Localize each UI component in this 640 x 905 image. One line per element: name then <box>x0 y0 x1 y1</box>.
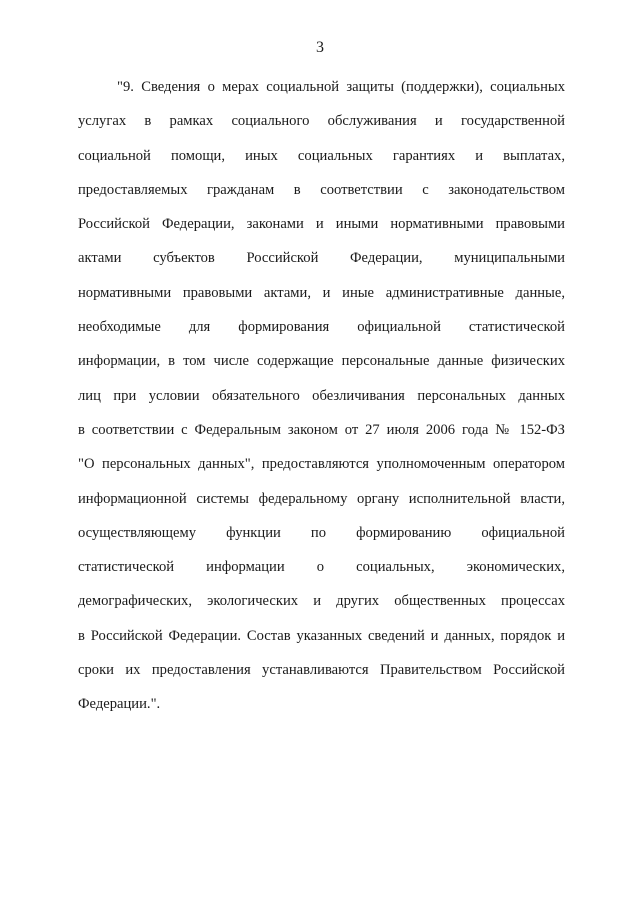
text-line: Российской Федерации, законами и иными нормативными правовыми <box>78 216 565 233</box>
text-line: в соответствии с Федеральным законом от 27 июля 2006 года № 152-ФЗ <box>78 421 565 438</box>
text-line: лиц при условии обязательного обезличивания персональных данных <box>78 387 565 404</box>
text-line: необходимые для формирования официальной статистической <box>78 319 565 336</box>
paragraph-9 <box>78 75 565 727</box>
text-line: нормативными правовыми актами, и иные административные данные, <box>78 284 565 301</box>
text-line: информации, в том числе содержащие персональные данные физических <box>78 353 565 370</box>
text-line: демографических, экологических и других общественных процессах <box>78 593 565 610</box>
text-line: информационной системы федеральному органу исполнительной власти, <box>78 490 565 507</box>
text-line: предоставляемых гражданам в соответствии с законодательством <box>78 181 565 198</box>
text-line: социальной помощи, иных социальных гарантиях и выплатах, <box>78 147 565 164</box>
text-line: "О персональных данных", предоставляются уполномоченным оператором <box>78 456 565 473</box>
text-line: статистической информации о социальных, экономических, <box>78 559 565 576</box>
text-line: услугах в рамках социального обслуживания и государственной <box>78 113 565 130</box>
page-number: 3 <box>316 39 324 56</box>
text-line: "9. Сведения о мерах социальной защиты (поддержки), социальных <box>117 79 565 95</box>
text-line: сроки их предоставления устанавливаются Правительством Российской <box>78 662 565 679</box>
text-line: в Российской Федерации. Состав указанных сведений и данных, порядок и <box>78 627 565 644</box>
text-line: осуществляющему функции по формированию официальной <box>78 524 565 541</box>
text-line: Федерации.". <box>78 696 161 713</box>
text-line: актами субъектов Российской Федерации, муниципальными <box>78 250 565 267</box>
